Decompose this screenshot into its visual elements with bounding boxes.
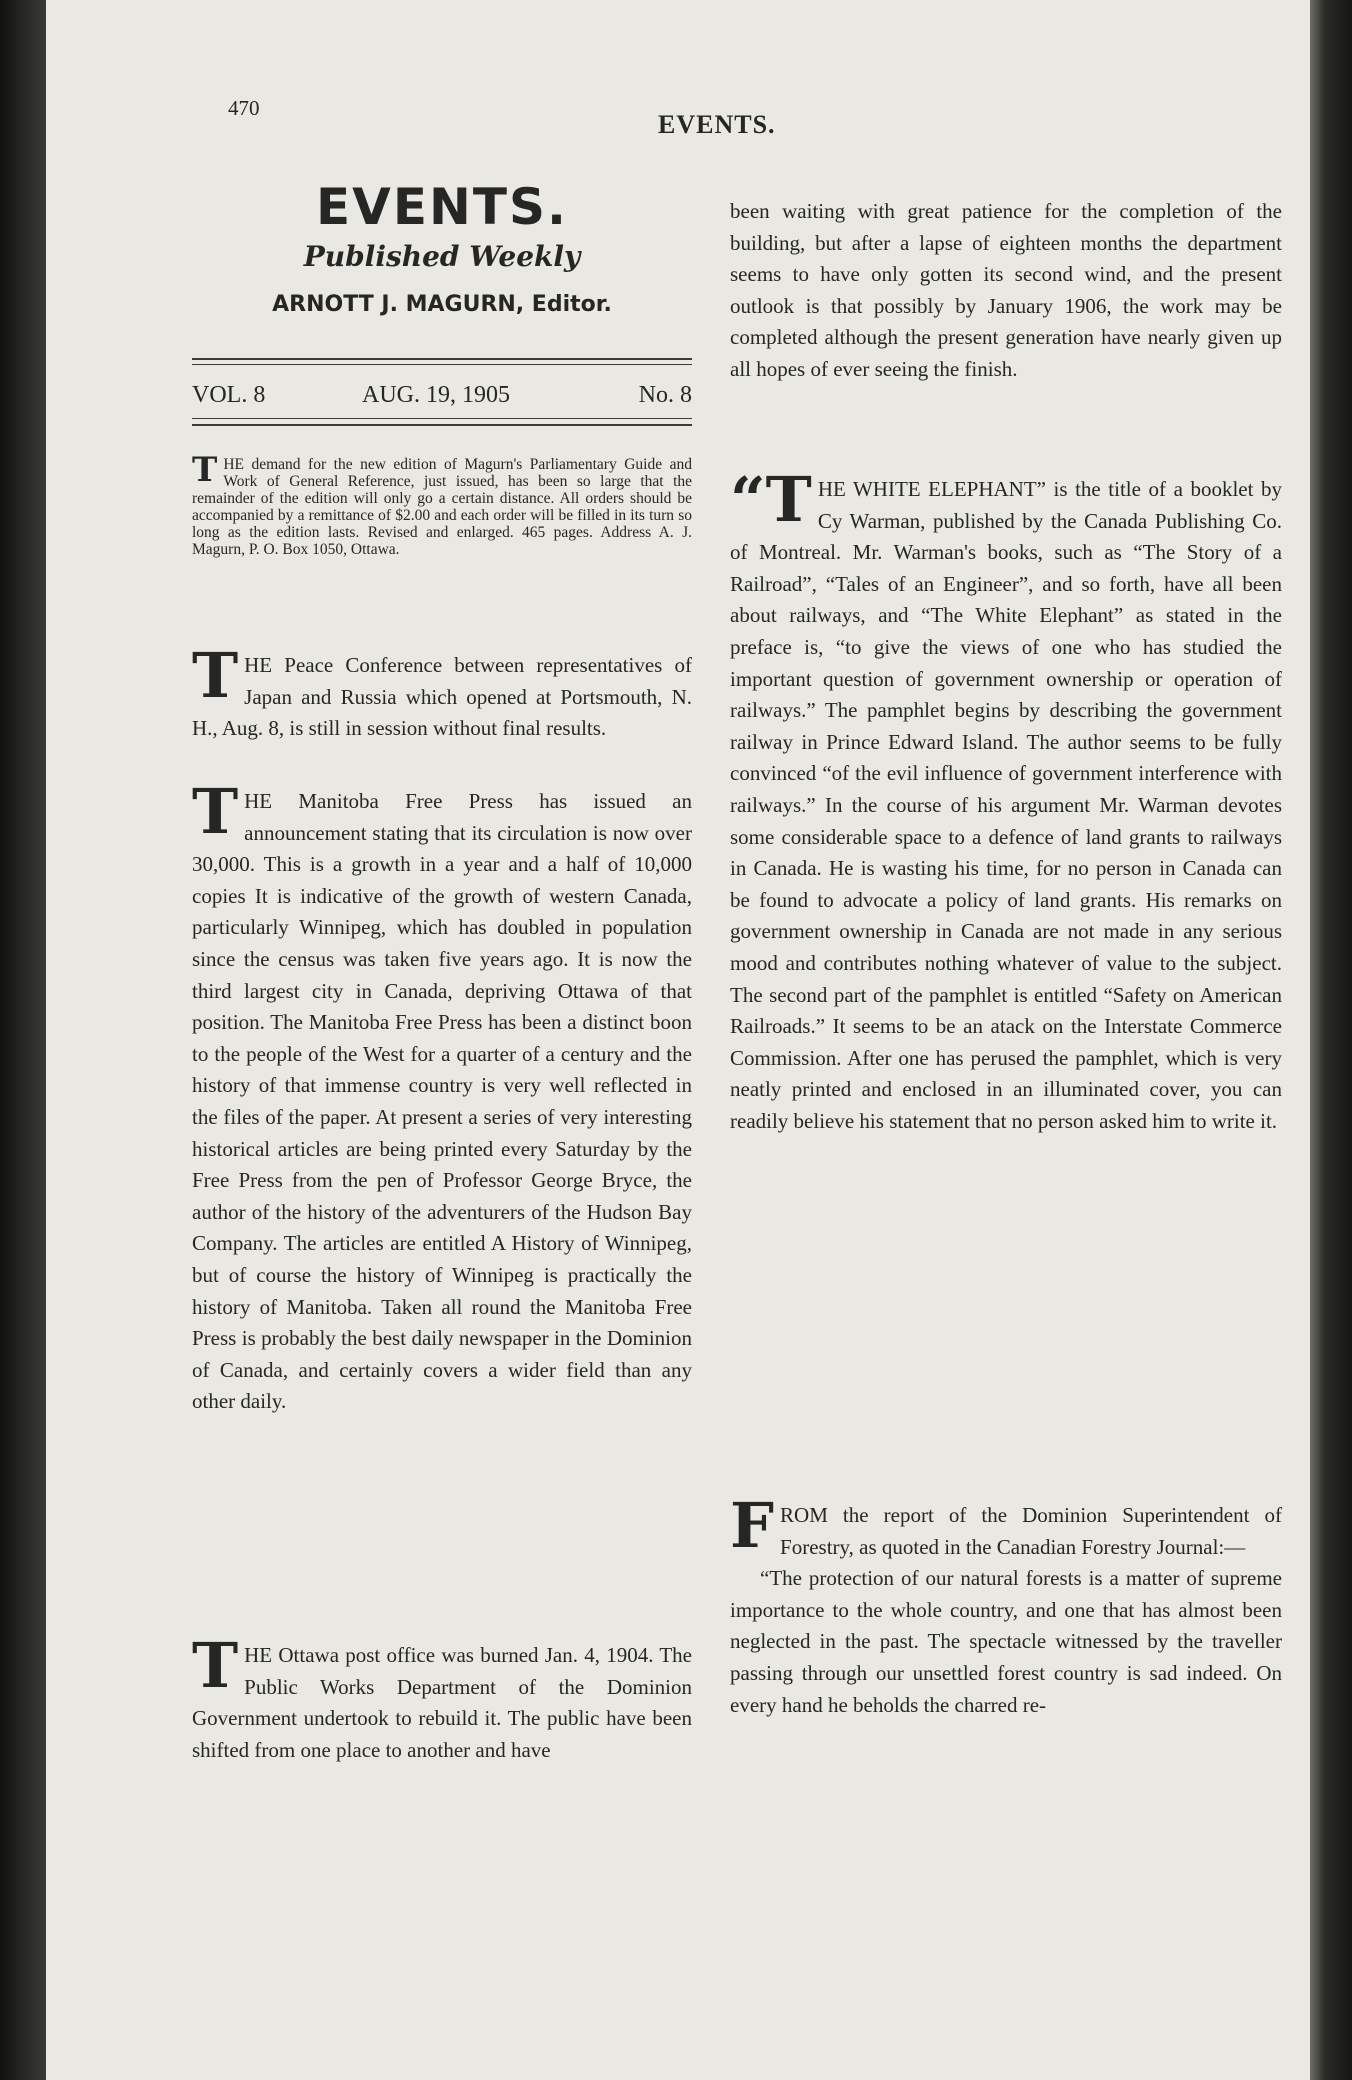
drop-cap: “T: [730, 463, 812, 536]
issue-number: No. 8: [638, 382, 692, 408]
drop-cap: T: [192, 1629, 239, 1702]
volume-number: VOL. 8: [192, 382, 266, 408]
article-manitoba-free-press: [192, 775, 692, 1418]
masthead-rule-top-thin: [192, 364, 692, 365]
masthead-subtitle: Published Weekly: [303, 240, 581, 273]
issue-date: AUG. 19, 1905: [362, 382, 510, 408]
article-white-elephant: [730, 463, 1282, 1137]
scan-border-left: [0, 0, 46, 2080]
masthead-title: EVENTS.: [316, 178, 568, 236]
article-text: HE Ottawa post office was burned Jan. 4, 1904. The Public Works Department of the Dominion Government undertook to rebuild it. The public have been shifted from one place to another and have: [192, 1643, 692, 1762]
article-peace-conference: [192, 639, 692, 745]
article-ottawa-post-office-continued: [730, 196, 1282, 386]
article-ottawa-post-office: [192, 1629, 692, 1766]
scan-border-right: [1310, 0, 1352, 2080]
article-forestry-report: [730, 1489, 1282, 1721]
article-text: been waiting with great patience for the completion of the building, but after a lapse of eighteen months the department seems to have only gotten its second wind, and the present outlook is that possibly by January 1906, the work may be completed although the present generation have nearly given up all hopes of ever seeing the finish.: [730, 199, 1282, 381]
running-head: EVENTS.: [658, 110, 776, 139]
article-quote: “The protection of our natural forests is a matter of supreme importance to the whole country, and one that has almost been neglected in the past. The spectacle witnessed by the traveller passing through our unsettled forest country is sad indeed. On every hand he beholds the charred re-: [730, 1566, 1282, 1717]
article-text: HE Manitoba Free Press has issued an announcement stating that its circulation is now over 30,000. This is a growth in a year and a half of 10,000 copies It is indicative of the growth of western Canada, particularly Winnipeg, which has doubled in population since the census was taken five years ago. It is now the third largest city in Canada, depriving Ottawa of that position. The Manitoba Free Press has been a distinct boon to the people of the West for a quarter of a century and the history of that immense country is very well reflected in the files of the paper. At present a series of very interesting historical articles are being printed every Saturday by the Free Press from the pen of Professor George Bryce, the author of the history of the adventurers of the Hudson Bay Company. The articles are entitled A History of Winnipeg, but of course the history of Winnipeg is practically the history of Manitoba. Taken all round the Manitoba Free Press is probably the best daily newspaper in the Dominion of Canada, and certainly covers a wider field than any other daily.: [192, 789, 692, 1414]
masthead-rule-bottom: [192, 424, 692, 426]
article-text: HE WHITE ELEPHANT” is the title of a booklet by Cy Warman, published by the Canada Publishing Co. of Montreal. Mr. Warman's books, such as “The Story of a Railroad”, “Tales of an Engineer”, and so forth, have all been about railways, and “The White Elephant” as stated in the preface is, “to give the views of one who has studied the important question of government ownership or operation of railways.” The pamphlet begins by describing the government railway in Prince Edward Island. The author seems to be fully convinced “of the evil influence of government interference with railways.” In the course of his argument Mr. Warman devotes some considerable space to a defence of land grants to railways in Canada. He is wasting his time, for no person in Canada can be found to advocate a policy of land grants. His remarks on government ownership in Canada are not made in any serious mood and contributes nothing whatever of value to the subject. The second part of the pamphlet is entitled “Safety on American Railroads.” It seems to be an atack on the Interstate Commerce Commission. After one has perused the pamphlet, which is very neatly printed and enclosed in an illuminated cover, you can readily believe his statement that no person asked him to write it.: [730, 477, 1282, 1133]
article-text: ROM the report of the Dominion Superintendent of Forestry, as quoted in the Canadian Forestry Journal:—: [780, 1503, 1282, 1559]
masthead-editor: ARNOTT J. MAGURN, Editor.: [272, 292, 612, 317]
drop-cap: T: [192, 775, 239, 848]
page-number: 470: [228, 96, 260, 120]
masthead-rule-bottom-thin: [192, 418, 692, 419]
volume-line: [192, 382, 692, 412]
article-guide-notice: [192, 450, 692, 558]
document-page: [46, 0, 1310, 2080]
drop-cap: F: [730, 1489, 775, 1562]
article-text: HE demand for the new edition of Magurn's Parliamentary Guide and Work of General Reference, just issued, has been so large that the remainder of the edition will only go a certain distance. All orders should be accompanied by a remittance of $2.00 and each order will be filled in its turn so long as the edition lasts. Revised and enlarged. 465 pages. Address A. J. Magurn, P. O. Box 1050, Ottawa.: [192, 456, 692, 558]
masthead-rule-top: [192, 358, 692, 360]
drop-cap: T: [192, 450, 218, 490]
article-text: HE Peace Conference between representatives of Japan and Russia which opened at Portsmouth, N. H., Aug. 8, is still in session without final results.: [192, 653, 692, 741]
drop-cap: T: [192, 639, 239, 712]
